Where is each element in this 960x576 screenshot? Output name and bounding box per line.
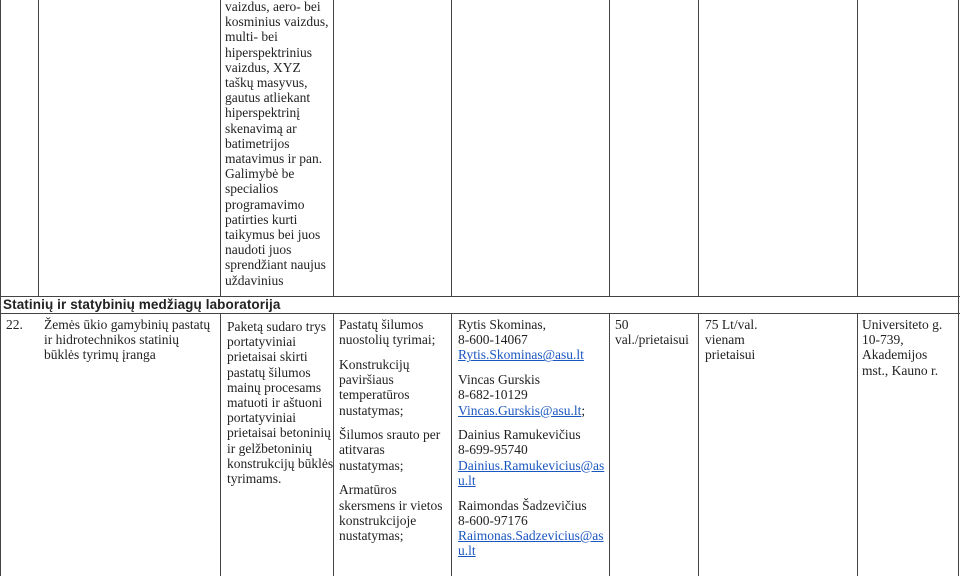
service-line: Pastatų šilumos bbox=[339, 317, 424, 332]
description-line: naudoti juos bbox=[225, 242, 292, 258]
address-line: mst., Kauno r. bbox=[862, 362, 939, 378]
description-line: tyrimams. bbox=[227, 471, 282, 487]
table-column-divider bbox=[220, 0, 221, 576]
contact-email-link[interactable]: u.lt bbox=[458, 543, 476, 559]
equipment-name bbox=[44, 317, 210, 363]
description-line: prietaisai skirti bbox=[227, 349, 308, 365]
contact-name: Vincas Gurskis bbox=[458, 372, 541, 388]
description-line: ir gelžbetoninių bbox=[227, 440, 313, 456]
description-line: sprendžiant naujus bbox=[225, 257, 326, 273]
description-line: matuoti ir aštuoni bbox=[227, 395, 323, 411]
service-line: nustatymas; bbox=[339, 527, 404, 543]
row-number: 22. bbox=[6, 317, 23, 332]
description-line: hiperspektrinius bbox=[225, 44, 312, 60]
service-line: nustatymas; bbox=[339, 402, 404, 418]
description-line: hiperspektrinį bbox=[225, 105, 300, 121]
contact-phone: 8-682-10129 bbox=[458, 387, 528, 403]
address-line: Akademijos bbox=[862, 347, 928, 363]
contact-phone: 8-600-14067 bbox=[458, 332, 528, 348]
service-line: Šilumos srauto per bbox=[339, 427, 441, 443]
contacts-list bbox=[458, 317, 604, 558]
address bbox=[862, 317, 942, 378]
top-row-description bbox=[225, 0, 329, 288]
contact-name: Rytis Skominas, bbox=[458, 317, 546, 332]
service-line: atitvaras bbox=[339, 442, 385, 458]
contact-name: Dainius Ramukevičius bbox=[458, 427, 581, 443]
description-line: programavimo bbox=[225, 196, 305, 212]
price-line: 75 Lt/val. bbox=[705, 317, 758, 332]
service-line: paviršiaus bbox=[339, 372, 394, 388]
contact-email-link[interactable]: Dainius.Ramukevicius@as bbox=[458, 457, 605, 473]
contact-email-link[interactable]: Vincas.Gurskis@asu.lt bbox=[458, 402, 582, 418]
contact-phone: 8-699-95740 bbox=[458, 442, 528, 458]
description-line: Paketą sudaro trys bbox=[227, 319, 326, 334]
service-line: skersmens ir vietos bbox=[339, 497, 443, 513]
paragraph-gap bbox=[339, 473, 443, 483]
contact-email-link[interactable]: u.lt bbox=[458, 472, 476, 488]
price-line: 50 bbox=[615, 317, 629, 332]
service-line: nustatymas; bbox=[339, 457, 404, 473]
description-line: batimetrijos bbox=[225, 135, 290, 151]
description-line: vaizdus, aero- bei bbox=[225, 0, 321, 14]
description-line: specialios bbox=[225, 181, 279, 197]
description-line: Galimybė be bbox=[225, 166, 295, 182]
description-line: portatyviniai bbox=[227, 410, 296, 426]
service-line: Konstrukcijų bbox=[339, 356, 410, 372]
paragraph-gap bbox=[458, 488, 604, 498]
description-line: prietaisai betoninių bbox=[227, 425, 331, 441]
description-line: konstrukcijų būklės bbox=[227, 455, 334, 471]
price-per-hour bbox=[615, 317, 689, 347]
table-column-divider bbox=[333, 0, 334, 576]
price-per-device bbox=[705, 317, 758, 363]
table-border-right bbox=[958, 0, 959, 576]
price-line: val./prietaisui bbox=[615, 332, 689, 348]
address-line: Universiteto g. bbox=[862, 317, 943, 332]
section-title: Statinių ir statybinių medžiagų laboratorija bbox=[3, 297, 281, 312]
section-bottom-border bbox=[0, 313, 960, 314]
description-line: skenavimą ar bbox=[225, 120, 297, 136]
paragraph-gap bbox=[339, 418, 443, 428]
description-line: portatyviniai bbox=[227, 334, 296, 350]
paragraph-gap bbox=[339, 347, 443, 357]
table-column-divider bbox=[698, 0, 699, 576]
contact-email-link[interactable]: Raimonas.Sadzevicius@as bbox=[458, 527, 604, 543]
table-column-divider bbox=[451, 0, 452, 576]
paragraph-gap bbox=[458, 363, 604, 373]
service-line: nuostolių tyrimai; bbox=[339, 332, 436, 348]
description-line: taikymus bei juos bbox=[225, 227, 321, 243]
equipment-description bbox=[227, 319, 333, 486]
table-column-divider bbox=[38, 0, 39, 297]
price-line: prietaisui bbox=[705, 347, 756, 363]
description-line: mainų procesams bbox=[227, 379, 322, 395]
description-line: multi- bei bbox=[225, 29, 278, 45]
service-line: temperatūros bbox=[339, 387, 410, 403]
service-line: Armatūros bbox=[339, 482, 397, 498]
equipment-name-line: būklės tyrimų įranga bbox=[44, 347, 156, 363]
description-line: patirties kurti bbox=[225, 211, 298, 227]
paragraph-gap bbox=[458, 418, 604, 428]
table-column-divider bbox=[609, 0, 610, 576]
contact-phone: 8-600-97176 bbox=[458, 512, 528, 528]
price-line: vienam bbox=[705, 332, 745, 348]
contact-email-line bbox=[458, 403, 604, 418]
description-line: taškų masyvus, bbox=[225, 75, 308, 91]
description-line: vaizdus, XYZ bbox=[225, 59, 301, 75]
description-line: uždavinius bbox=[225, 272, 284, 288]
contact-name: Raimondas Šadzevičius bbox=[458, 497, 587, 513]
description-line: matavimus ir pan. bbox=[225, 151, 323, 167]
service-line: konstrukcijoje bbox=[339, 512, 417, 528]
description-line: gautus atliekant bbox=[225, 90, 311, 106]
equipment-name-line: ir hidrotechnikos statinių bbox=[44, 332, 179, 348]
table-column-divider bbox=[857, 0, 858, 576]
table-border-left bbox=[0, 0, 1, 576]
equipment-name-line: Žemės ūkio gamybinių pastatų bbox=[44, 317, 211, 332]
contact-email-link[interactable]: Rytis.Skominas@asu.lt bbox=[458, 347, 584, 363]
services-list bbox=[339, 317, 443, 543]
address-line: 10-739, bbox=[862, 332, 904, 348]
email-separator: ; bbox=[581, 402, 586, 418]
description-line: kosminius vaizdus, bbox=[225, 14, 329, 30]
description-line: pastatų šilumos bbox=[227, 364, 311, 380]
